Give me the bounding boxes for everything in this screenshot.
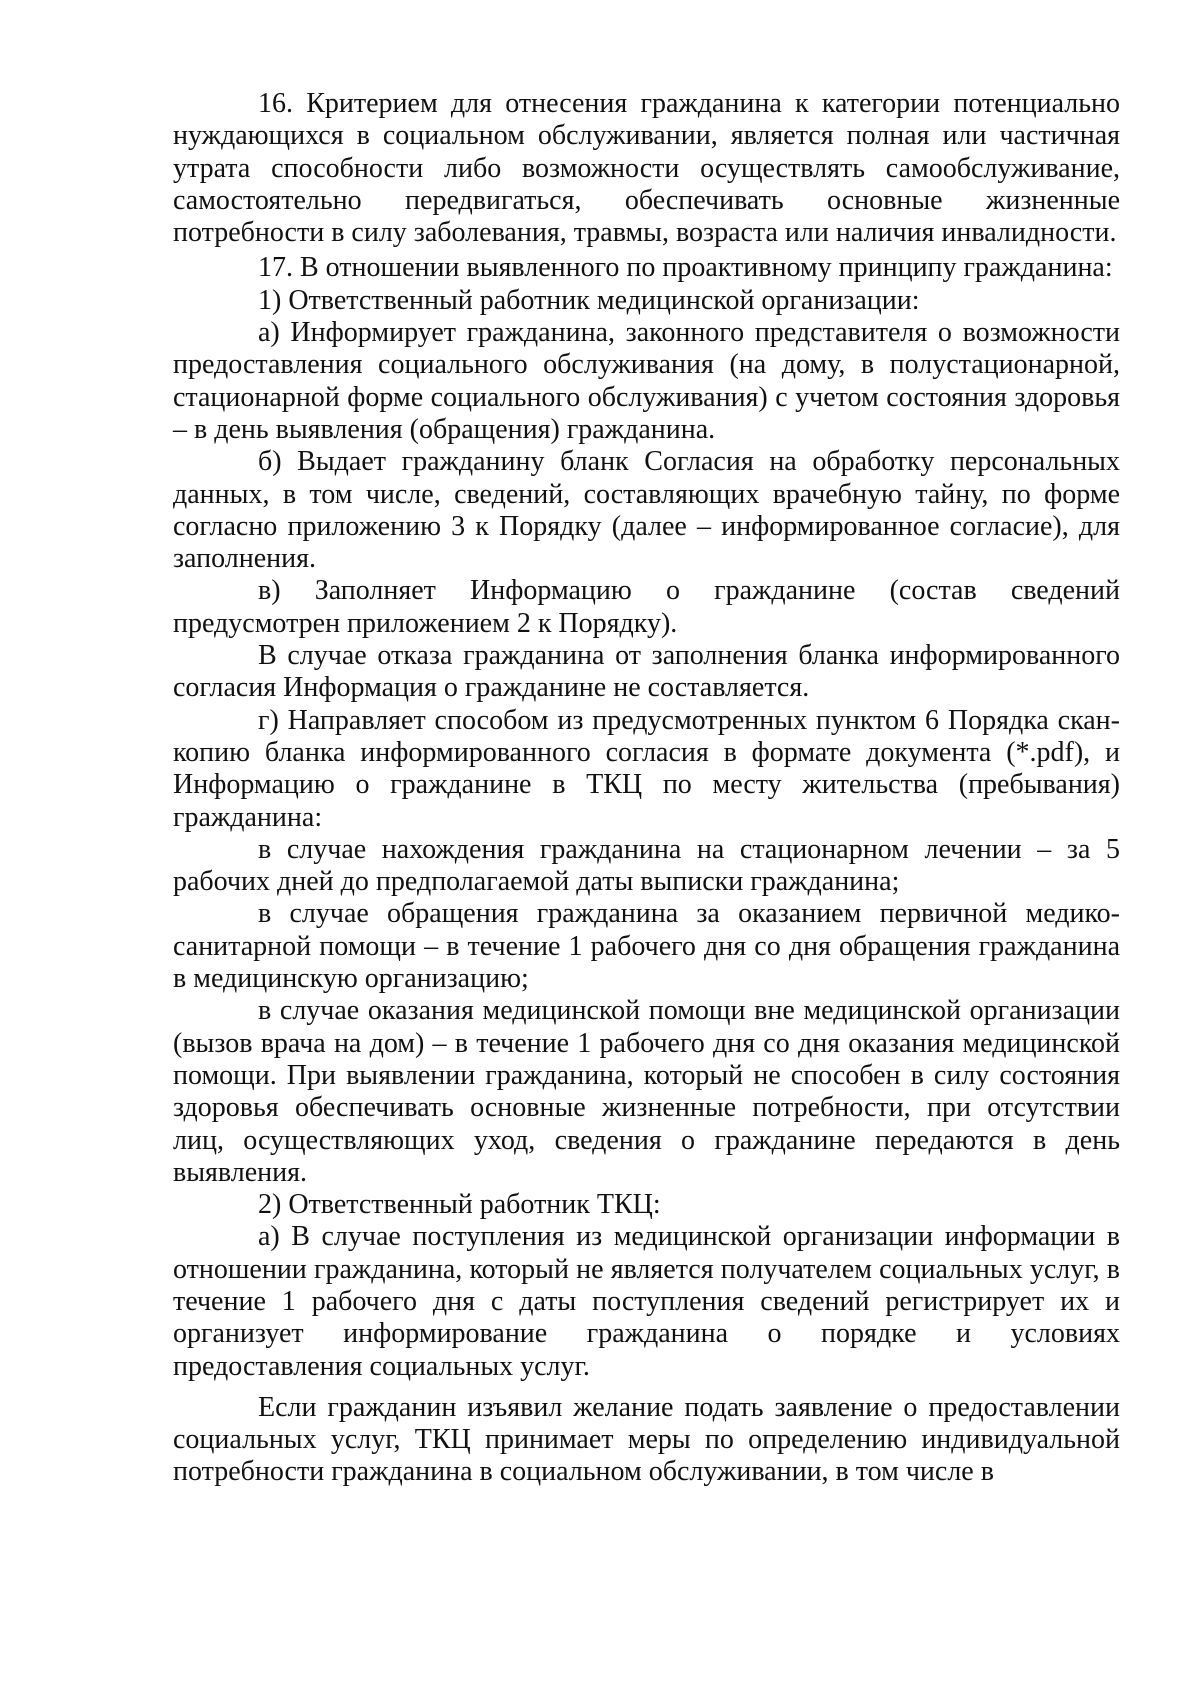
paragraph-tkc-worker-heading: 2) Ответственный работник ТКЦ: [258, 1189, 661, 1221]
paragraph-item-a-informs: а) Информирует гражданина, законного представителя о возможности предоставления социального обслуживания (на дому, в полустационарной, стационарной форме социального обслуживания) с учетом состояния здоровья – в день выявления (обращения) гражданина. [173, 317, 1120, 445]
paragraph-medical-worker-heading: 1) Ответственный работник медицинской организации: [258, 284, 920, 316]
paragraph-primary-care: в случае обращения гражданина за оказанием первичной медико-санитарной помощи – в течение 1 рабочего дня со дня обращения гражданина в медицинскую организацию; [173, 898, 1120, 995]
paragraph-inpatient: в случае нахождения гражданина на стационарном лечении – за 5 рабочих дней до предполагаемой даты выписки гражданина; [173, 833, 1120, 898]
paragraph-item-v-fills-info: в) Заполняет Информацию о гражданине (состав сведений предусмотрен приложением 2 к Порядку). [173, 575, 1120, 639]
paragraph-item-b-consent: б) Выдает гражданину бланк Согласия на обработку персональных данных, в том числе, сведений, составляющих врачебную тайну, по форме согласно приложению 3 к Порядку (далее – информированное согласие), для заполнения. [173, 446, 1120, 575]
paragraph-application-wish: Если гражданин изъявил желание подать заявление о предоставлении социальных услуг, ТКЦ принимает меры по определению индивидуальной потребности гражданина в социальном обслуживании, в том числе в [173, 1391, 1120, 1488]
paragraph-home-call: в случае оказания медицинской помощи вне медицинской организации (вызов врача на дом) – в течение 1 рабочего дня со дня оказания медицинской помощи. При выявлении гражданина, который не способен в силу состояния здоровья обеспечивать основные жизненные потребности, при отсутствии лиц, осуществляющих уход, сведения о гражданине передаются в день выявления. [173, 995, 1120, 1188]
paragraph-item-g-sends: г) Направляет способом из предусмотренных пунктом 6 Порядка скан-копию бланка информированного согласия в формате документа (*.pdf), и Информацию о гражданине в ТКЦ по месту жительства (пребывания) гражданина: [173, 704, 1120, 833]
paragraph-tkc-item-a: а) В случае поступления из медицинской организации информации в отношении гражданина, который не является получателем социальных услуг, в течение 1 рабочего дня с даты поступления сведений регистрирует их и организует информирование гражданина о порядке и условиях предоставления социальных услуг. [173, 1221, 1120, 1382]
document-page [173, 88, 1120, 1489]
paragraph-17-heading: 17. В отношении выявленного по проактивному принципу гражданина: [258, 252, 1113, 284]
paragraph-16-criterion: 16. Критерием для отнесения гражданина к категории потенциально нуждающихся в социальном обслуживании, является полная или частичная утрата способности либо возможности осуществлять самообслуживание, самостоятельно передвигаться, обеспечивать основные жизненные потребности в силу заболевания, травмы, возраста или наличия инвалидности. [173, 88, 1120, 249]
paragraph-refusal: В случае отказа гражданина от заполнения бланка информированного согласия Информация о гражданине не составляется. [173, 640, 1120, 704]
